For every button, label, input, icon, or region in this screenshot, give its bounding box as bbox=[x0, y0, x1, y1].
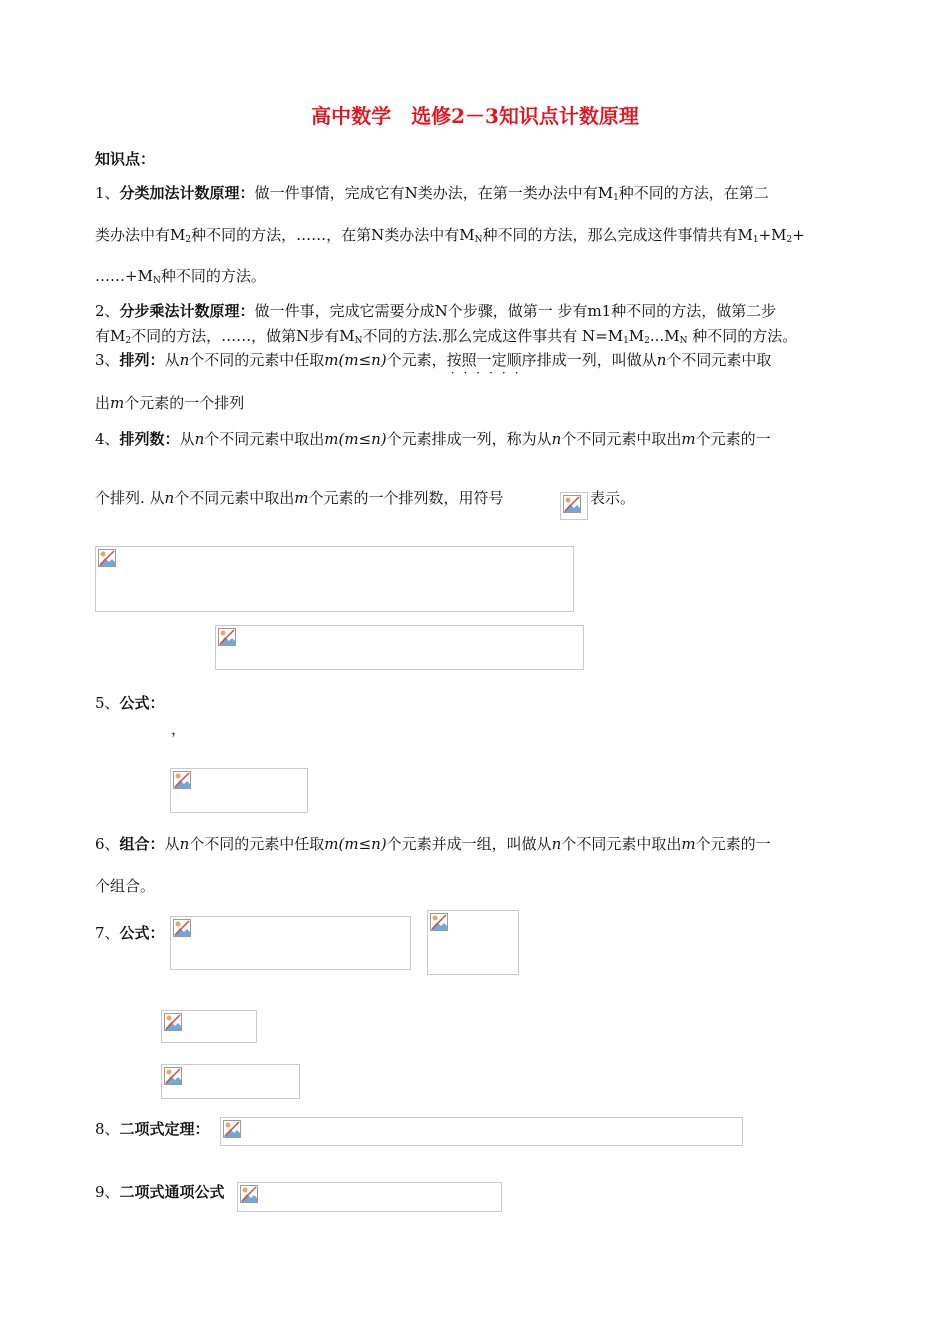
item5-comma: ， bbox=[171, 720, 187, 738]
broken-image-icon bbox=[563, 495, 581, 513]
broken-image-icon bbox=[240, 1185, 258, 1203]
item7-heading: 7、公式： bbox=[95, 924, 165, 942]
item4-line1: 4、排列数：从n个不同元素中取出m(m≤n)个元素排成一列，称为从n个不同元素中取出m个元素的一 bbox=[95, 430, 771, 448]
broken-image-icon bbox=[173, 919, 191, 937]
broken-image-icon bbox=[223, 1120, 241, 1138]
item1-line1: 1、分类加法计数原理：做一件事情，完成它有N类办法，在第一类办法中有$M_1$种不同的方法，在第二 bbox=[95, 184, 769, 203]
formula-image-2 bbox=[215, 625, 584, 670]
item1-line3: $\dots\dots+M_N$种不同的方法。 bbox=[95, 267, 266, 286]
broken-image-icon bbox=[164, 1013, 182, 1031]
broken-image-icon bbox=[98, 549, 116, 567]
broken-image-icon bbox=[164, 1067, 182, 1085]
formula-image-5 bbox=[427, 910, 519, 975]
formula-image-3 bbox=[170, 768, 308, 813]
broken-image-icon bbox=[173, 771, 191, 789]
item3-line1: 3、排列：从n个不同的元素中任取m(m≤n)个元素，按照一定顺序 ······ 排成一列，叫做从n个不同元素中取 bbox=[95, 351, 772, 380]
binomial-general-term-image bbox=[237, 1182, 502, 1212]
broken-image-icon bbox=[430, 913, 448, 931]
permutation-symbol-image bbox=[560, 492, 588, 520]
item6-line2: 个组合。 bbox=[95, 877, 156, 895]
page-title: 高中数学 选修2－3知识点计数原理 bbox=[311, 104, 639, 128]
section-label: 知识点： bbox=[95, 150, 156, 168]
item2-line1: 2、分步乘法计数原理：做一件事，完成它需要分成N个步骤，做第一 步有m1种不同的方法，做第二步 bbox=[95, 302, 777, 320]
formula-image-6 bbox=[161, 1010, 257, 1043]
emphasis-dots: ······ bbox=[450, 366, 528, 380]
broken-image-icon bbox=[218, 628, 236, 646]
item8-heading: 8、二项式定理： bbox=[95, 1120, 210, 1138]
formula-image-7 bbox=[161, 1064, 300, 1099]
emphasis-dotted: 按照一定顺序 ······ bbox=[446, 351, 537, 380]
item4-line2: 个排列. 从n个不同元素中取出m个元素的一个排列数，用符号 bbox=[95, 489, 504, 507]
item1-line2: 类办法中有$M_2$种不同的方法，……，在第N类办法中有$M_N$种不同的方法，那么完成这件事情共有$M_1+M_2+$ bbox=[95, 226, 805, 245]
binomial-theorem-image bbox=[220, 1117, 743, 1146]
item2-line2: 有$M_2$不同的方法，……，做第N步有$M_N$不同的方法.那么完成这件事共有 $N=M_1M_2...M_N$ 种不同的方法。 bbox=[95, 327, 798, 346]
item3-line2: 出m个元素的一个排列 bbox=[95, 394, 245, 412]
item9-heading: 9、二项式通项公式 bbox=[95, 1183, 225, 1201]
item4-line2-end: 表示。 bbox=[590, 489, 636, 507]
item6-line1: 6、组合：从n个不同的元素中任取m(m≤n)个元素并成一组，叫做从n个不同元素中取出m个元素的一 bbox=[95, 835, 771, 853]
formula-image-4 bbox=[170, 916, 411, 970]
formula-image-1 bbox=[95, 546, 574, 612]
item5-heading: 5、公式： bbox=[95, 694, 165, 712]
